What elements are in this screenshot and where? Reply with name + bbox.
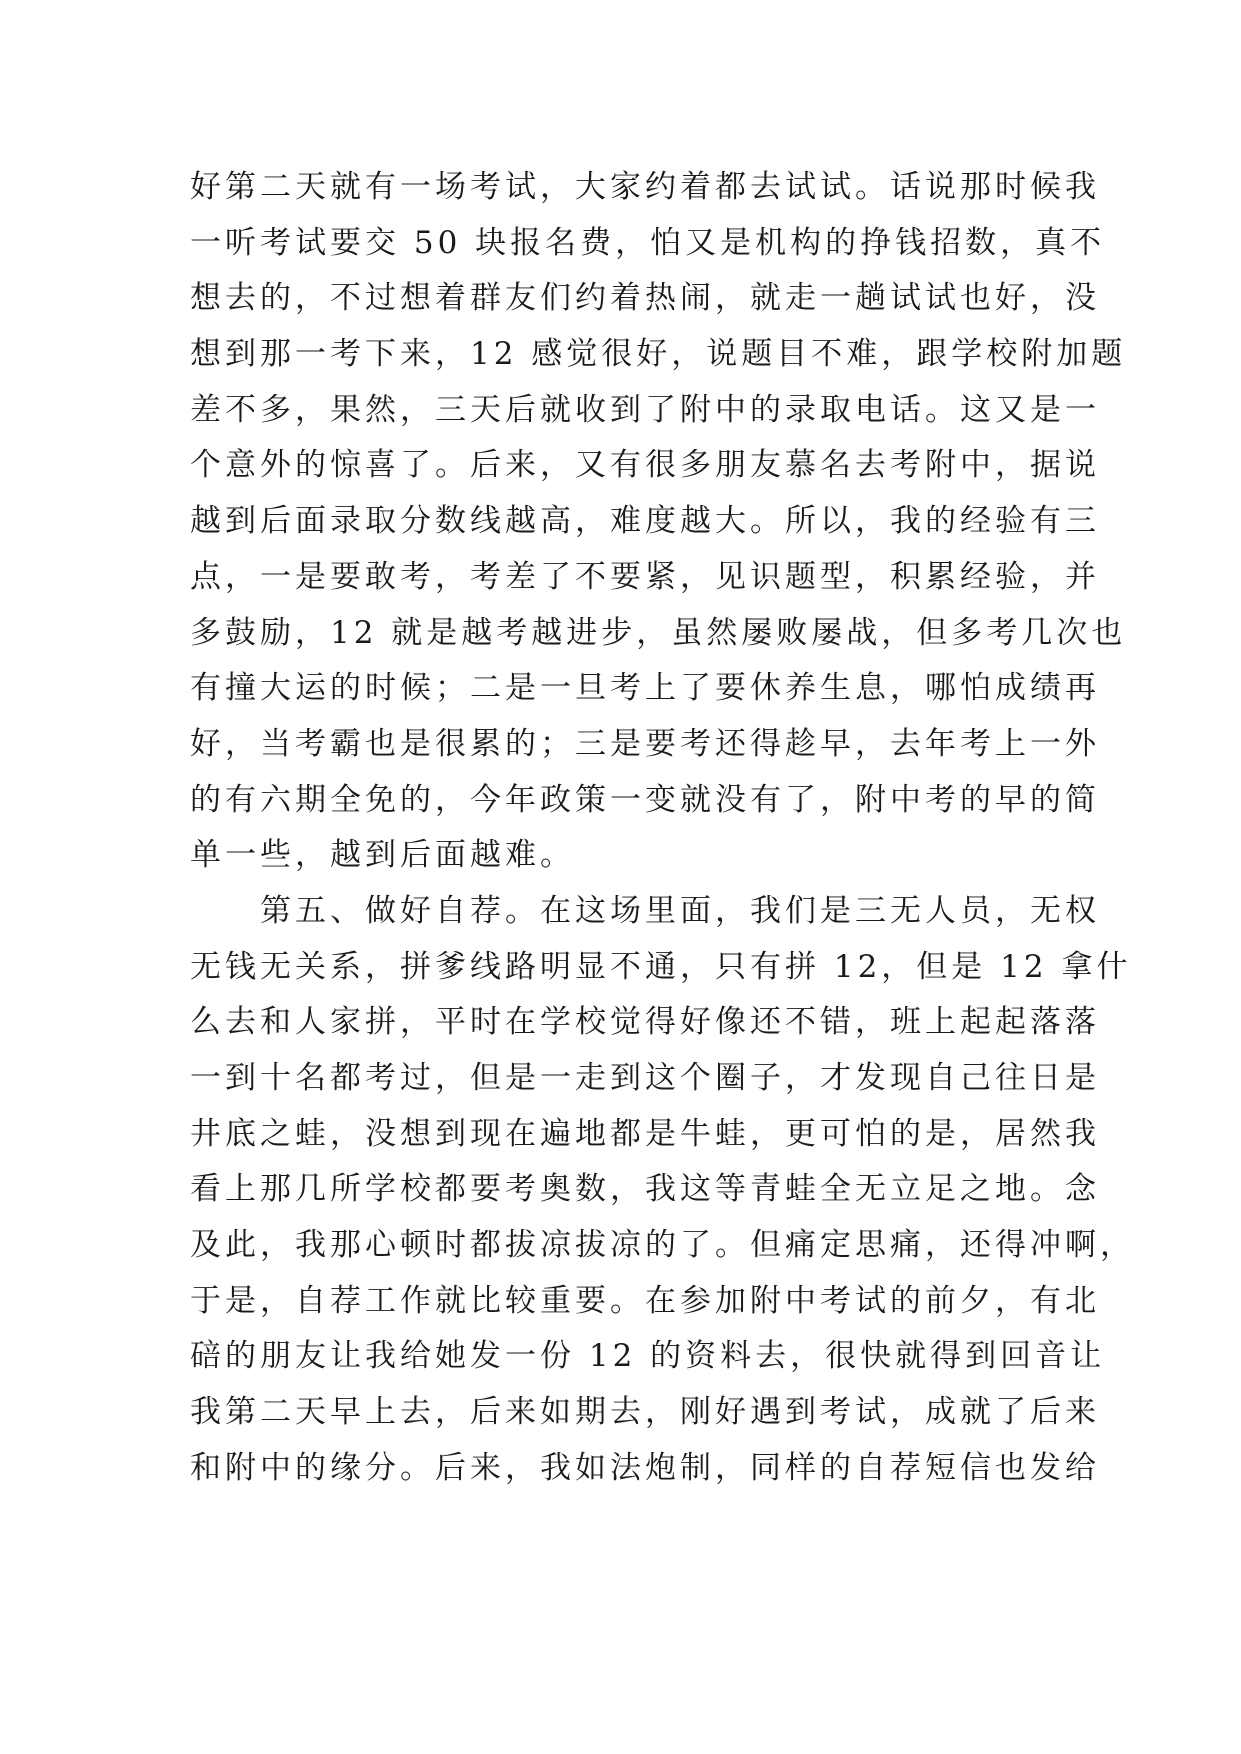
text-line: 好，当考霸也是很累的；三是要考还得趁早，去年考上一外 — [190, 725, 1100, 762]
text-line: 和附中的缘分。后来，我如法炮制，同样的自荐短信也发给 — [190, 1449, 1100, 1486]
text-line: 想去的，不过想着群友们约着热闹，就走一趟试试也好，没 — [190, 280, 1100, 317]
text-line: 无钱无关系，拼爹线路明显不通，只有拼 12，但是 12 拿什 — [190, 948, 1132, 985]
text-line: 想到那一考下来，12 感觉很好，说题目不难，跟学校附加题 — [190, 336, 1127, 373]
text-line: 越到后面录取分数线越高，难度越大。所以，我的经验有三 — [190, 503, 1100, 540]
body-text — [190, 160, 1135, 1497]
text-line: 差不多，果然，三天后就收到了附中的录取电话。这又是一 — [190, 391, 1100, 428]
text-line: 好第二天就有一场考试，大家约着都去试试。话说那时候我 — [190, 169, 1100, 205]
text-line: 碚的朋友让我给她发一份 12 的资料去，很快就得到回音让 — [190, 1338, 1106, 1375]
text-line: 的有六期全免的，今年政策一变就没有了，附中考的早的简 — [190, 781, 1100, 818]
text-line: 么去和人家拼，平时在学校觉得好像还不错，班上起起落落 — [190, 1004, 1100, 1041]
text-line: 单一些，越到后面越难。 — [190, 837, 575, 874]
text-line: 个意外的惊喜了。后来，又有很多朋友慕名去考附中，据说 — [190, 447, 1100, 484]
text-line: 我第二天早上去，后来如期去，刚好遇到考试，成就了后来 — [190, 1394, 1100, 1431]
text-line: 点，一是要敢考，考差了不要紧，见识题型，积累经验，并 — [190, 558, 1100, 595]
text-line: 于是，自荐工作就比较重要。在参加附中考试的前夕，有北 — [190, 1282, 1100, 1319]
text-line: 及此，我那心顿时都拔凉拔凉的了。但痛定思痛，还得冲啊， — [190, 1227, 1135, 1264]
text-line: 看上那几所学校都要考奥数，我这等青蛙全无立足之地。念 — [190, 1171, 1100, 1208]
text-line: 第五、做好自荐。在这场里面，我们是三无人员，无权 — [190, 892, 1100, 929]
text-line: 有撞大运的时候；二是一旦考上了要休养生息，哪怕成绩再 — [190, 670, 1100, 707]
text-line: 多鼓励，12 就是越考越进步，虽然屡败屡战，但多考几次也 — [190, 614, 1127, 651]
text-line: 一听考试要交 50 块报名费，怕又是机构的挣钱招数，真不 — [190, 224, 1106, 261]
text-line: 井底之蛙，没想到现在遍地都是牛蛙，更可怕的是，居然我 — [190, 1115, 1100, 1152]
text-line: 一到十名都考过，但是一走到这个圈子，才发现自己往日是 — [190, 1060, 1100, 1096]
